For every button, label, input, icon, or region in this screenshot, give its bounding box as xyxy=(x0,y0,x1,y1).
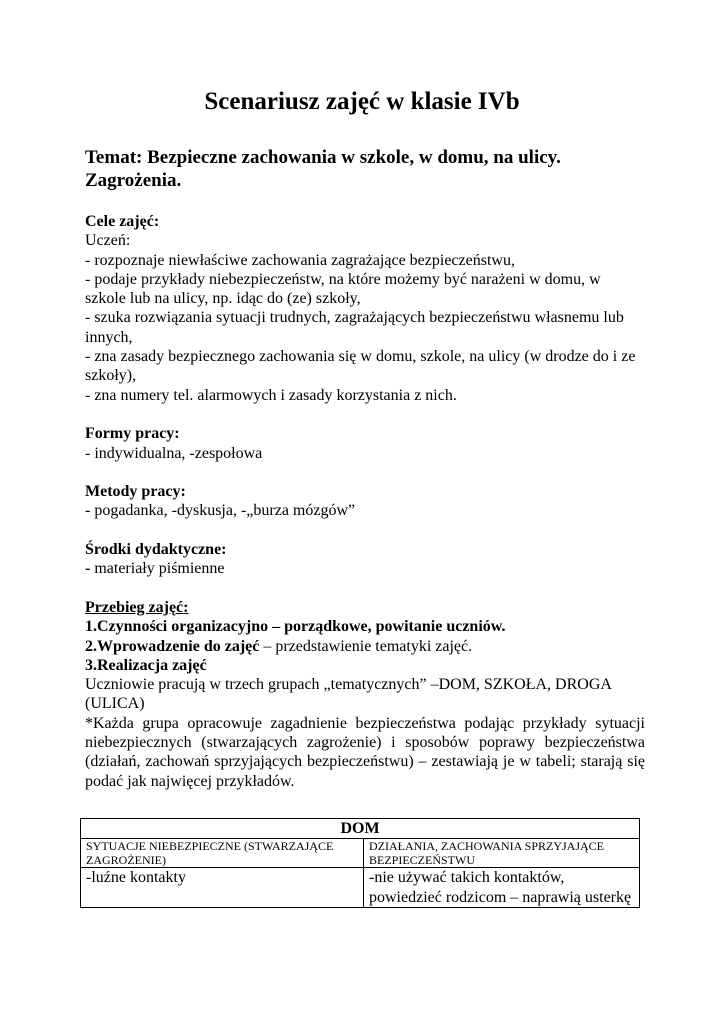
means-dash: - xyxy=(85,560,91,578)
methods-text: - pogadanka, -dyskusja, -„burza mózgów” xyxy=(85,502,356,520)
course-step-2-text: – przedstawienie tematyki zajęć. xyxy=(259,637,473,655)
course-step-1: 1.Czynności organizacyjno – porządkowe, powitanie uczniów. xyxy=(85,618,506,636)
dom-table xyxy=(80,818,640,908)
goal-item: - rozpoznaje niewłaściwe zachowania zagrażające bezpieczeństwu, xyxy=(85,251,515,269)
table-row xyxy=(81,868,640,908)
means-text: materiały piśmienne xyxy=(90,560,225,578)
table-title: DOM xyxy=(81,819,640,839)
cell-action: -nie używać takich kontaktów, powiedzieć rodzicom – naprawią usterkę xyxy=(364,868,640,908)
course-step-3: 3.Realizacja zajęć xyxy=(85,656,207,674)
forms-text: - indywidualna, -zespołowa xyxy=(85,444,263,462)
forms-heading: Formy pracy: xyxy=(85,425,180,443)
course-paragraph-2: *Każda grupa opracowuje zagadnienie bezpieczeństwa podając przykłady sytuacji niebezpiecznych (stwarzających zagrożenie) i sposobów poprawy bezpieczeństwa (działań, zachowań sprzyjających bezpieczeństwu) – zestawiają je w tabeli; starają się podać jak najwięcej przykładów. xyxy=(85,714,645,790)
column-header-situations: SYTUACJE NIEBEZPIECZNE (STWARZAJĄCE ZAGROŻENIE) xyxy=(81,839,364,868)
course-step-2-title: 2.Wprowadzenie do zajęć xyxy=(85,637,260,655)
means-heading: Środki dydaktyczne: xyxy=(85,541,227,559)
course-paragraph-1: Uczniowie pracują w trzech grupach „tematycznych” –DOM, SZKOŁA, DROGA (ULICA) xyxy=(85,676,612,713)
cell-situation: -luźne kontakty xyxy=(81,868,364,908)
column-header-actions: DZIAŁANIA, ZACHOWANIA SPRZYJAJĄCE BEZPIECZEŃSTWU xyxy=(364,839,640,868)
goal-item: - zna numery tel. alarmowych i zasady korzystania z nich. xyxy=(85,386,457,404)
methods-heading: Metody pracy: xyxy=(85,483,186,501)
means-line xyxy=(85,559,645,578)
goal-item: - zna zasady bezpiecznego zachowania się w domu, szkole, na ulicy (w drodze do i ze szkoły), xyxy=(85,348,636,385)
goal-item: - podaje przykłady niebezpieczeństw, na które możemy być narażeni w domu, w szkole lub na ulicy, np. idąc do (ze) szkoły, xyxy=(85,270,601,308)
goal-item: - szuka rozwiązania sytuacji trudnych, zagrażających bezpieczeństwu własnemu lub innych, xyxy=(85,309,624,346)
document-body xyxy=(85,212,645,791)
course-step-2 xyxy=(85,637,645,656)
goals-intro: Uczeń: xyxy=(85,232,131,250)
document-title: Scenariusz zajęć w klasie IVb xyxy=(204,88,520,115)
goals-heading: Cele zajęć: xyxy=(85,213,160,230)
lesson-subject: Temat: Bezpieczne zachowania w szkole, w domu, na ulicy. Zagrożenia. xyxy=(85,147,561,191)
course-heading: Przebieg zajęć: xyxy=(85,598,189,616)
